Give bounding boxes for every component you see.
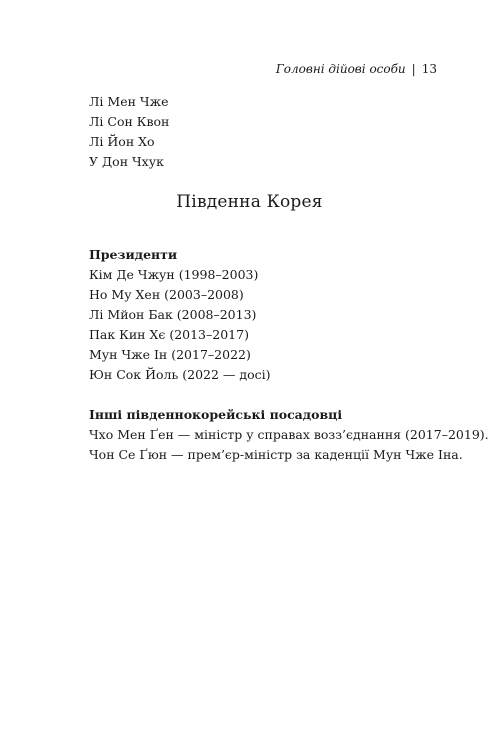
list-item: Лі Мйон Бак (2008–2013): [89, 307, 257, 322]
page-number: 13: [421, 62, 437, 76]
section-title: Південна Корея: [176, 192, 323, 212]
running-header: [276, 61, 437, 77]
list-item: Лі Йон Хо: [89, 134, 155, 149]
list-item: Пак Кин Хє (2013–2017): [89, 327, 249, 342]
list-item: Чон Се Ґюн — прем’єр-міністр за каденції Мун Чже Іна.: [89, 447, 463, 462]
officials-list: [89, 405, 499, 465]
list-item: Кім Де Чжун (1998–2003): [89, 267, 259, 282]
list-item: Мун Чже Ін (2017–2022): [89, 347, 251, 362]
name-list-top: [89, 92, 169, 172]
list-item: Лі Сон Квон: [89, 114, 170, 129]
list-item: Юн Сок Йоль (2022 — досі): [89, 367, 271, 382]
list-item: Чхо Мен Ґен — міністр у справах возз’єднання (2017–2019).: [89, 427, 489, 442]
presidents-list: [89, 245, 270, 385]
header-separator: |: [411, 62, 416, 76]
running-title: Головні дійові особи: [275, 62, 406, 76]
list-item: У Дон Чхук: [89, 154, 164, 169]
officials-heading: Інші південнокорейські посадовці: [89, 407, 343, 422]
list-item: Лі Мен Чже: [89, 94, 169, 109]
presidents-heading: Президенти: [89, 247, 178, 262]
list-item: Но Му Хен (2003–2008): [89, 287, 244, 302]
